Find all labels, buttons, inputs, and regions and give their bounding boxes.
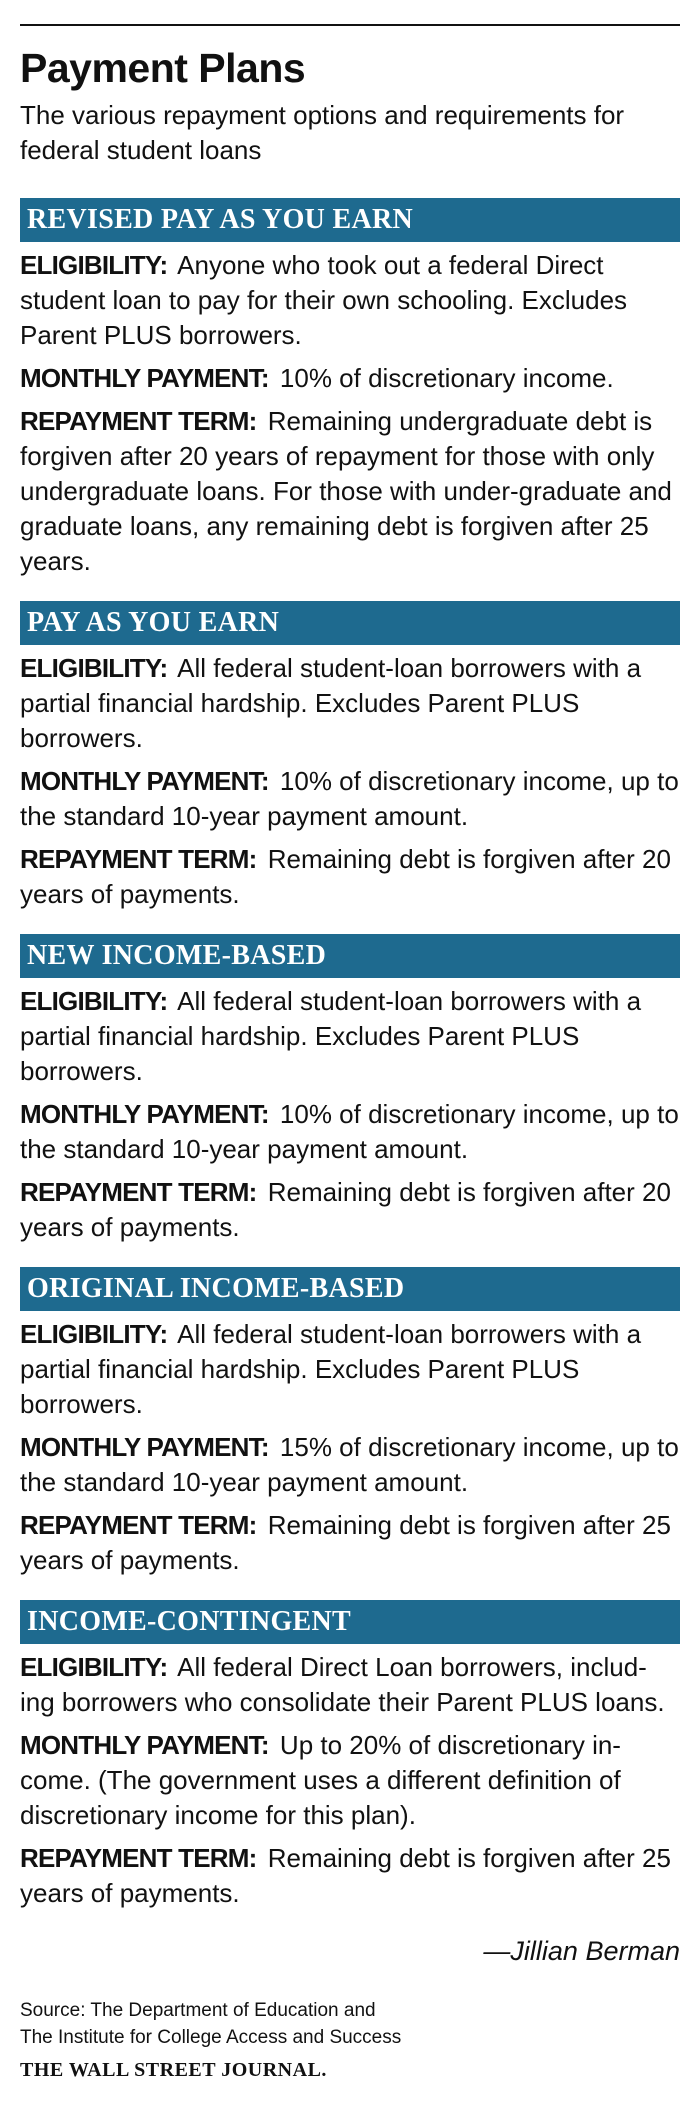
monthly-payment-row (20, 764, 680, 834)
repayment-term-label: REPAYMENT TERM: (20, 406, 257, 436)
repayment-term-text: Remaining undergraduate debt is forgiven after 20 years of repayment for those with only undergraduate loans. For those with under-graduate and graduate loans, any remaining debt is forgiven after 25 years. (20, 406, 672, 576)
repayment-term-label: REPAYMENT TERM: (20, 1510, 257, 1540)
monthly-payment-row (20, 1728, 680, 1833)
eligibility-text: All federal Direct Loan borrowers, includ-ing borrowers who consolidate their Parent PLUS loans. (20, 1652, 665, 1717)
repayment-term-text: Remaining debt is forgiven after 25 years of payments. (20, 1510, 671, 1575)
plan-list (20, 198, 680, 1911)
publication-logo: THE WALL STREET JOURNAL. (20, 2059, 327, 2081)
repayment-term-row (20, 842, 680, 912)
repayment-term-row (20, 1175, 680, 1245)
plan-section (20, 601, 680, 912)
plan-section (20, 934, 680, 1245)
monthly-payment-row (20, 1430, 680, 1500)
monthly-payment-label: MONTHLY PAYMENT: (20, 1730, 269, 1760)
plan-section (20, 1267, 680, 1578)
eligibility-text: All federal student-loan borrowers with a partial financial hardship. Excludes Parent PLUS borrowers. (20, 653, 642, 753)
source-note (20, 1997, 680, 2051)
eligibility-label: ELIGIBILITY: (20, 1652, 168, 1682)
monthly-payment-label: MONTHLY PAYMENT: (20, 363, 269, 393)
plan-header: PAY AS YOU EARN (20, 601, 680, 645)
plan-section (20, 1600, 680, 1911)
eligibility-text: Anyone who took out a federal Direct student loan to pay for their own schooling. Excludes Parent PLUS borrowers. (20, 250, 628, 350)
plan-section (20, 198, 680, 579)
eligibility-row (20, 1317, 680, 1422)
repayment-term-text: Remaining debt is forgiven after 25 years of payments. (20, 1843, 671, 1908)
top-divider (20, 24, 680, 26)
plan-header: REVISED PAY AS YOU EARN (20, 198, 680, 242)
page-subtitle: The various repayment options and requirements for federal student loans (20, 100, 625, 165)
repayment-term-row (20, 1841, 680, 1911)
plan-header: INCOME-CONTINGENT (20, 1600, 680, 1644)
repayment-term-label: REPAYMENT TERM: (20, 844, 257, 874)
eligibility-label: ELIGIBILITY: (20, 986, 168, 1016)
eligibility-row (20, 651, 680, 756)
monthly-payment-text: 15% of discretionary income, up to the standard 10-year payment amount. (20, 1432, 679, 1497)
monthly-payment-label: MONTHLY PAYMENT: (20, 1099, 269, 1129)
repayment-term-row (20, 404, 680, 579)
monthly-payment-text: 10% of discretionary income, up to the standard 10-year payment amount. (20, 766, 679, 831)
eligibility-label: ELIGIBILITY: (20, 250, 168, 280)
monthly-payment-label: MONTHLY PAYMENT: (20, 1432, 269, 1462)
author-byline: —Jillian Berman (483, 1936, 680, 1966)
monthly-payment-text: 10% of discretionary income, up to the standard 10-year payment amount. (20, 1099, 679, 1164)
repayment-term-text: Remaining debt is forgiven after 20 years of payments. (20, 844, 671, 909)
monthly-payment-label: MONTHLY PAYMENT: (20, 766, 269, 796)
plan-header: NEW INCOME-BASED (20, 934, 680, 978)
eligibility-row (20, 1650, 680, 1720)
eligibility-row (20, 984, 680, 1089)
eligibility-label: ELIGIBILITY: (20, 653, 168, 683)
eligibility-text: All federal student-loan borrowers with a partial financial hardship. Excludes Parent PLUS borrowers. (20, 986, 642, 1086)
repayment-term-text: Remaining debt is forgiven after 20 years of payments. (20, 1177, 671, 1242)
repayment-term-label: REPAYMENT TERM: (20, 1843, 257, 1873)
eligibility-label: ELIGIBILITY: (20, 1319, 168, 1349)
monthly-payment-row (20, 1097, 680, 1167)
infographic (0, 24, 700, 2119)
monthly-payment-text: Up to 20% of discretionary in-come. (The government uses a different definition of discretionary income for this plan). (20, 1730, 621, 1830)
monthly-payment-row (20, 361, 680, 396)
repayment-term-label: REPAYMENT TERM: (20, 1177, 257, 1207)
eligibility-text: All federal student-loan borrowers with a partial financial hardship. Excludes Parent PLUS borrowers. (20, 1319, 642, 1419)
page-title: Payment Plans (20, 45, 306, 91)
repayment-term-row (20, 1508, 680, 1578)
source-line-1: Source: The Department of Education and (20, 2000, 376, 2021)
eligibility-row (20, 248, 680, 353)
monthly-payment-text: 10% of discretionary income. (279, 363, 614, 393)
source-line-2: The Institute for College Access and Success (20, 2027, 402, 2048)
plan-header: ORIGINAL INCOME-BASED (20, 1267, 680, 1311)
